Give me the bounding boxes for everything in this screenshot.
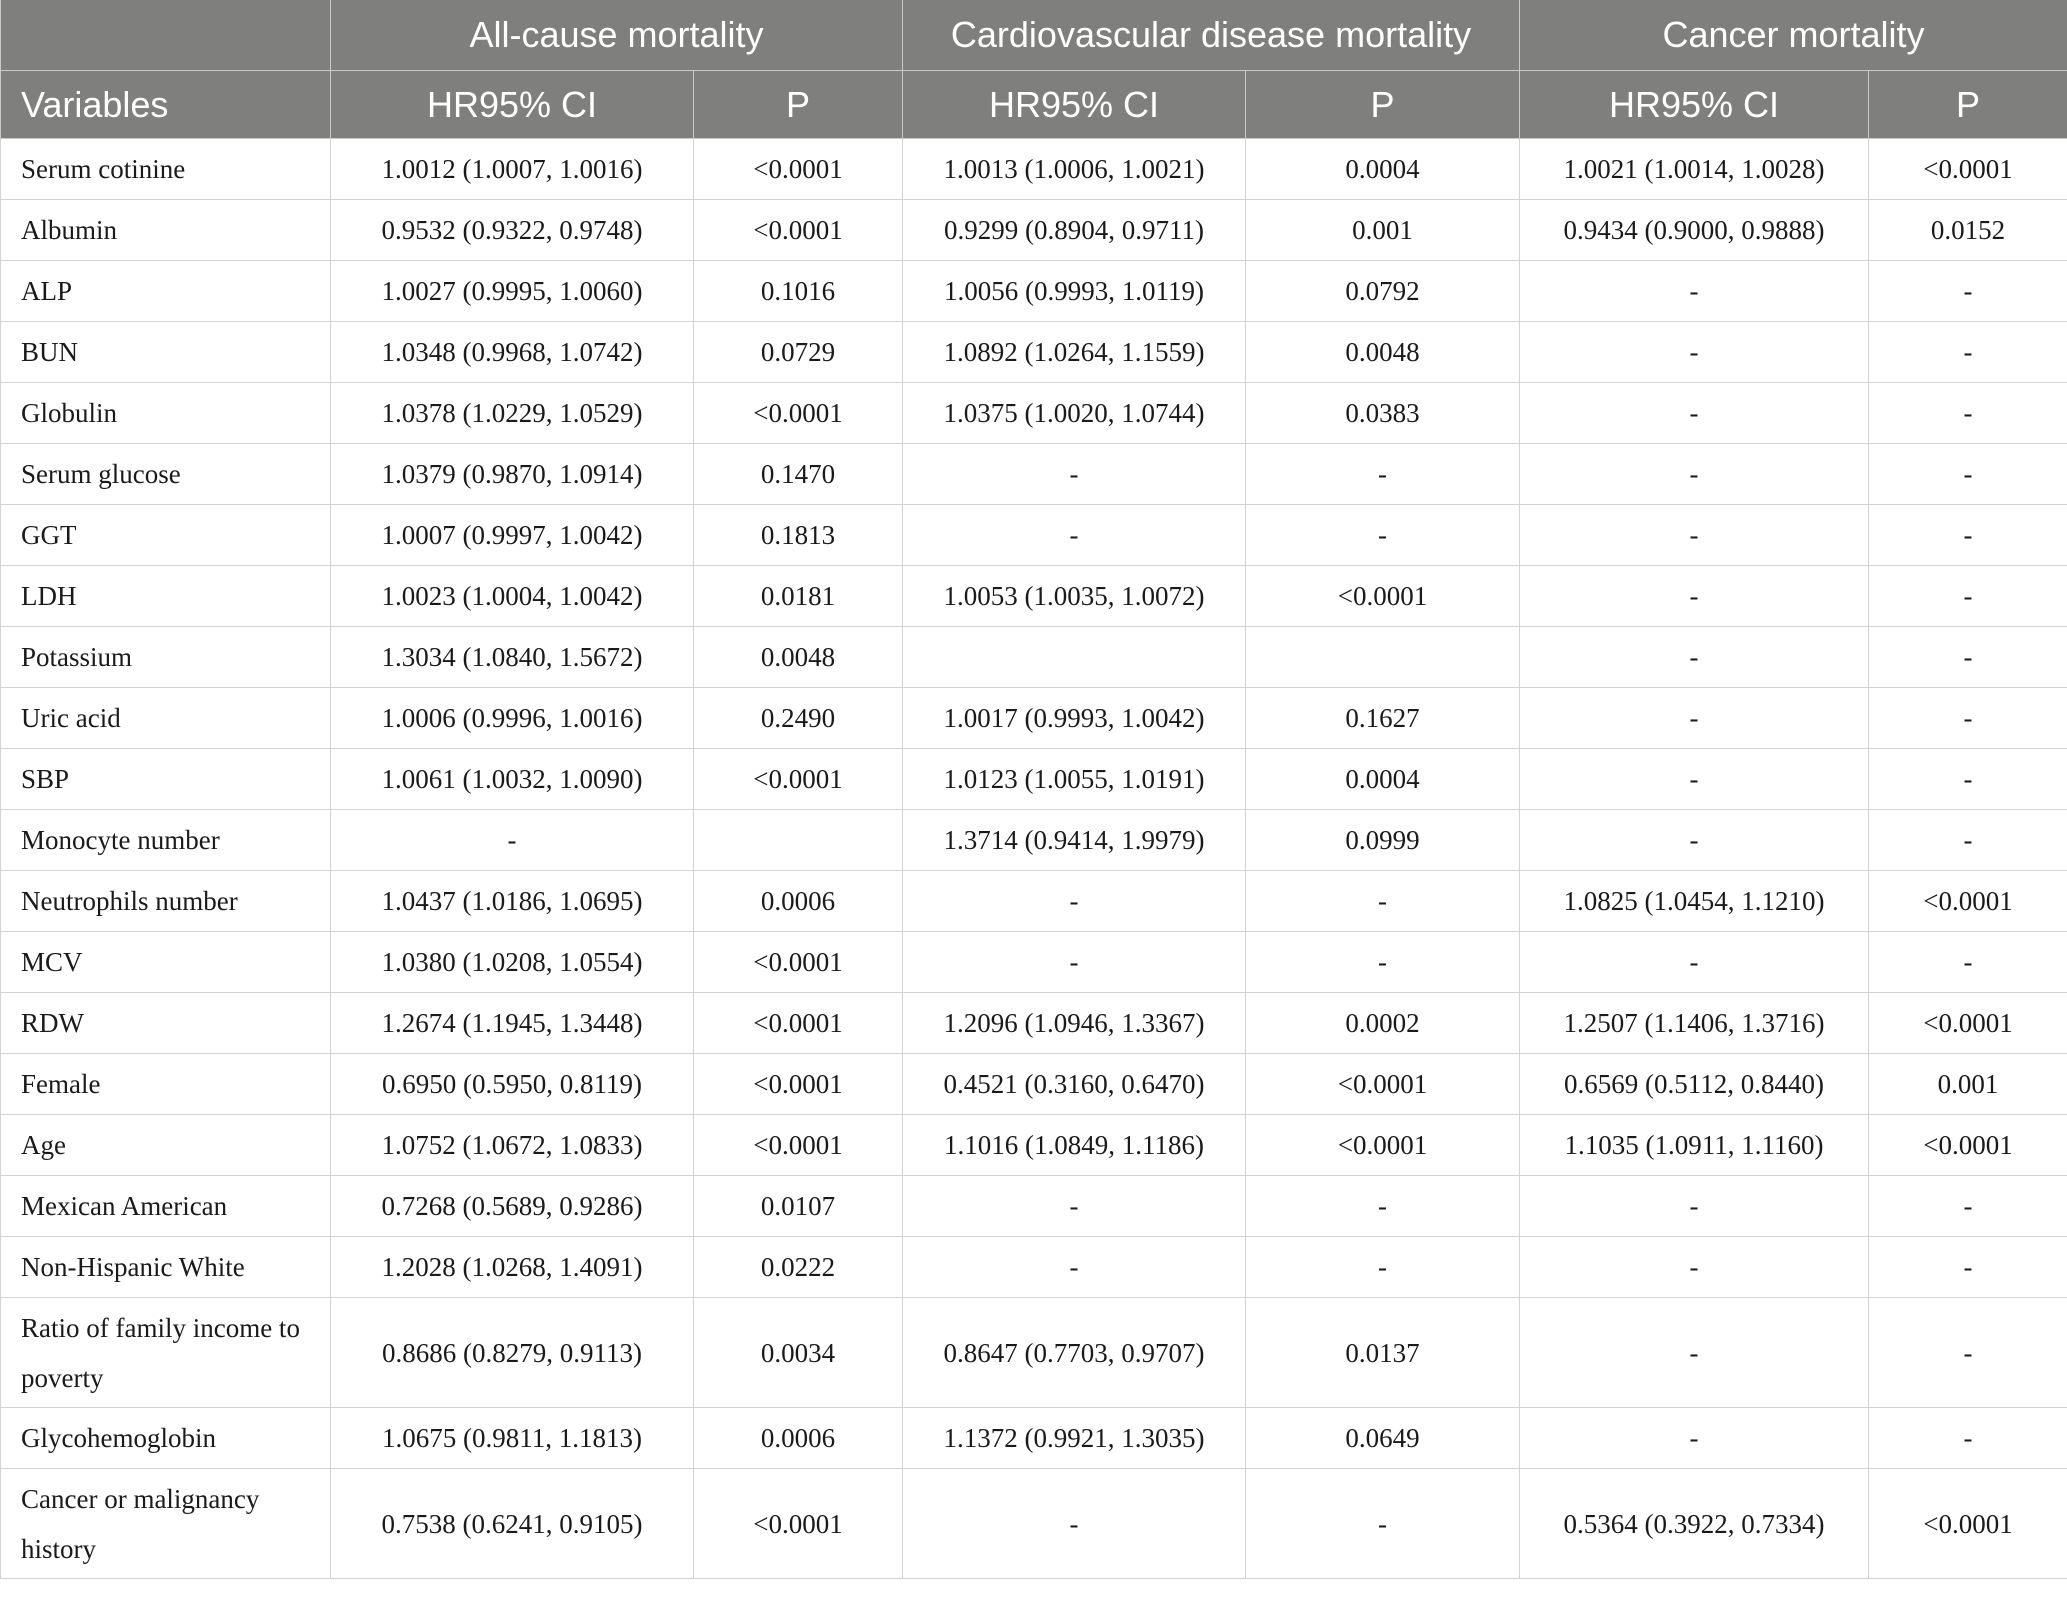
all-cause-hr-cell: 1.0379 (0.9870, 1.0914) — [331, 444, 694, 505]
cvd-p-cell: 0.0649 — [1246, 1408, 1520, 1469]
cancer-p-cell: - — [1869, 566, 2067, 627]
table-body — [1, 139, 2067, 1579]
table-row — [1, 932, 2067, 993]
all-cause-p-cell: 0.1016 — [694, 261, 903, 322]
variable-name-cell: Potassium — [1, 627, 331, 688]
cvd-hr-cell: 1.0375 (1.0020, 1.0744) — [903, 383, 1246, 444]
cvd-p-cell: - — [1246, 1469, 1520, 1579]
variable-name-cell: Serum glucose — [1, 444, 331, 505]
cvd-hr-cell: 1.0013 (1.0006, 1.0021) — [903, 139, 1246, 200]
table-row — [1, 383, 2067, 444]
table-row — [1, 993, 2067, 1054]
cvd-hr-cell: 1.0123 (1.0055, 1.0191) — [903, 749, 1246, 810]
all-cause-p-cell: 0.1813 — [694, 505, 903, 566]
all-cause-p-cell: <0.0001 — [694, 139, 903, 200]
cvd-p-cell: <0.0001 — [1246, 1054, 1520, 1115]
table-row — [1, 871, 2067, 932]
cvd-hr-cell: - — [903, 1469, 1246, 1579]
all-cause-p-cell: 0.0222 — [694, 1237, 903, 1298]
variable-name-cell: ALP — [1, 261, 331, 322]
all-cause-p-cell: 0.1470 — [694, 444, 903, 505]
cancer-hr-cell: - — [1520, 1176, 1869, 1237]
cancer-hr-cell: 1.1035 (1.0911, 1.1160) — [1520, 1115, 1869, 1176]
cancer-p-cell: <0.0001 — [1869, 1115, 2067, 1176]
variable-name-cell: GGT — [1, 505, 331, 566]
cancer-p-cell: - — [1869, 383, 2067, 444]
cvd-hr-cell: 1.2096 (1.0946, 1.3367) — [903, 993, 1246, 1054]
cancer-p-cell: - — [1869, 810, 2067, 871]
cancer-hr-cell: - — [1520, 261, 1869, 322]
variable-name-cell: SBP — [1, 749, 331, 810]
cancer-hr-cell: - — [1520, 1408, 1869, 1469]
table-row — [1, 627, 2067, 688]
all-cause-hr-cell: 0.7268 (0.5689, 0.9286) — [331, 1176, 694, 1237]
table-row — [1, 688, 2067, 749]
all-cause-hr-cell: 1.0675 (0.9811, 1.1813) — [331, 1408, 694, 1469]
all-cause-p-cell: 0.0181 — [694, 566, 903, 627]
cvd-hr-cell — [903, 627, 1246, 688]
cancer-p-cell: - — [1869, 1298, 2067, 1408]
header-group-row — [1, 0, 2067, 71]
table-row — [1, 1469, 2067, 1579]
all-cause-hr-cell: 1.3034 (1.0840, 1.5672) — [331, 627, 694, 688]
cvd-hr-cell: - — [903, 1237, 1246, 1298]
cancer-p-cell: 0.001 — [1869, 1054, 2067, 1115]
cancer-hr-cell: - — [1520, 505, 1869, 566]
cvd-p-cell: 0.0999 — [1246, 810, 1520, 871]
all-cause-p-cell: 0.0034 — [694, 1298, 903, 1408]
cancer-hr-cell: 0.6569 (0.5112, 0.8440) — [1520, 1054, 1869, 1115]
cvd-p-cell: 0.0383 — [1246, 383, 1520, 444]
cvd-p-cell: 0.001 — [1246, 200, 1520, 261]
header-group-all-cause: All-cause mortality — [331, 0, 903, 71]
header-hr-ci: HR95% CI — [331, 71, 694, 139]
cancer-p-cell: <0.0001 — [1869, 871, 2067, 932]
all-cause-hr-cell: 1.0061 (1.0032, 1.0090) — [331, 749, 694, 810]
cancer-hr-cell: - — [1520, 627, 1869, 688]
all-cause-p-cell: 0.0107 — [694, 1176, 903, 1237]
table-row — [1, 322, 2067, 383]
header-hr-ci: HR95% CI — [1520, 71, 1869, 139]
table-row — [1, 505, 2067, 566]
cvd-p-cell — [1246, 627, 1520, 688]
cancer-p-cell: 0.0152 — [1869, 200, 2067, 261]
cancer-p-cell: - — [1869, 444, 2067, 505]
cancer-p-cell: - — [1869, 932, 2067, 993]
header-p: P — [694, 71, 903, 139]
cancer-hr-cell: - — [1520, 932, 1869, 993]
variable-name-cell: Cancer or malignancy history — [1, 1469, 331, 1579]
cancer-hr-cell: - — [1520, 383, 1869, 444]
cvd-hr-cell: 0.4521 (0.3160, 0.6470) — [903, 1054, 1246, 1115]
cancer-hr-cell: - — [1520, 1298, 1869, 1408]
cancer-hr-cell: - — [1520, 566, 1869, 627]
cancer-hr-cell: 1.2507 (1.1406, 1.3716) — [1520, 993, 1869, 1054]
header-p: P — [1869, 71, 2067, 139]
all-cause-p-cell: 0.0048 — [694, 627, 903, 688]
cvd-p-cell: - — [1246, 871, 1520, 932]
all-cause-hr-cell: 1.0006 (0.9996, 1.0016) — [331, 688, 694, 749]
cancer-p-cell: - — [1869, 322, 2067, 383]
all-cause-hr-cell: 1.0380 (1.0208, 1.0554) — [331, 932, 694, 993]
cancer-hr-cell: - — [1520, 322, 1869, 383]
header-group-cardiovascular: Cardiovascular disease mortality — [903, 0, 1520, 71]
cancer-hr-cell: 1.0825 (1.0454, 1.1210) — [1520, 871, 1869, 932]
variable-name-cell: Mexican American — [1, 1176, 331, 1237]
variable-name-cell: Globulin — [1, 383, 331, 444]
all-cause-p-cell — [694, 810, 903, 871]
cancer-hr-cell: - — [1520, 749, 1869, 810]
cancer-p-cell: - — [1869, 688, 2067, 749]
all-cause-hr-cell: - — [331, 810, 694, 871]
cvd-p-cell: 0.0002 — [1246, 993, 1520, 1054]
all-cause-hr-cell: 0.8686 (0.8279, 0.9113) — [331, 1298, 694, 1408]
header-blank-cell — [1, 0, 331, 71]
cvd-hr-cell: 1.0056 (0.9993, 1.0119) — [903, 261, 1246, 322]
all-cause-p-cell: <0.0001 — [694, 993, 903, 1054]
table-row — [1, 749, 2067, 810]
all-cause-p-cell: <0.0001 — [694, 932, 903, 993]
variable-name-cell: Non-Hispanic White — [1, 1237, 331, 1298]
cancer-p-cell: - — [1869, 1176, 2067, 1237]
cancer-p-cell: - — [1869, 627, 2067, 688]
all-cause-p-cell: 0.0729 — [694, 322, 903, 383]
cvd-hr-cell: - — [903, 444, 1246, 505]
variable-name-cell: Albumin — [1, 200, 331, 261]
all-cause-p-cell: 0.2490 — [694, 688, 903, 749]
cvd-p-cell: - — [1246, 1237, 1520, 1298]
all-cause-p-cell: <0.0001 — [694, 1054, 903, 1115]
cancer-hr-cell: - — [1520, 810, 1869, 871]
cancer-hr-cell: 0.5364 (0.3922, 0.7334) — [1520, 1469, 1869, 1579]
variable-name-cell: Female — [1, 1054, 331, 1115]
table-row — [1, 810, 2067, 871]
header-group-cancer: Cancer mortality — [1520, 0, 2067, 71]
table-row — [1, 1054, 2067, 1115]
all-cause-hr-cell: 0.7538 (0.6241, 0.9105) — [331, 1469, 694, 1579]
all-cause-hr-cell: 0.9532 (0.9322, 0.9748) — [331, 200, 694, 261]
table-row — [1, 1176, 2067, 1237]
cancer-hr-cell: - — [1520, 444, 1869, 505]
table-row — [1, 261, 2067, 322]
cvd-p-cell: 0.0792 — [1246, 261, 1520, 322]
cancer-p-cell: <0.0001 — [1869, 1469, 2067, 1579]
cancer-p-cell: - — [1869, 1408, 2067, 1469]
cvd-p-cell: - — [1246, 1176, 1520, 1237]
cancer-p-cell: <0.0001 — [1869, 993, 2067, 1054]
cancer-p-cell: - — [1869, 1237, 2067, 1298]
cancer-p-cell: - — [1869, 749, 2067, 810]
cvd-p-cell: 0.0004 — [1246, 749, 1520, 810]
all-cause-hr-cell: 0.6950 (0.5950, 0.8119) — [331, 1054, 694, 1115]
cancer-p-cell: <0.0001 — [1869, 139, 2067, 200]
cvd-p-cell: <0.0001 — [1246, 566, 1520, 627]
all-cause-hr-cell: 1.0007 (0.9997, 1.0042) — [331, 505, 694, 566]
cvd-hr-cell: - — [903, 1176, 1246, 1237]
cvd-hr-cell: 1.1016 (1.0849, 1.1186) — [903, 1115, 1246, 1176]
table-row — [1, 1408, 2067, 1469]
cancer-p-cell: - — [1869, 261, 2067, 322]
cvd-hr-cell: 1.0053 (1.0035, 1.0072) — [903, 566, 1246, 627]
cvd-hr-cell: 1.0892 (1.0264, 1.1559) — [903, 322, 1246, 383]
cancer-hr-cell: 0.9434 (0.9000, 0.9888) — [1520, 200, 1869, 261]
cvd-p-cell: - — [1246, 505, 1520, 566]
cancer-hr-cell: 1.0021 (1.0014, 1.0028) — [1520, 139, 1869, 200]
cvd-p-cell: 0.0137 — [1246, 1298, 1520, 1408]
all-cause-hr-cell: 1.0348 (0.9968, 1.0742) — [331, 322, 694, 383]
variable-name-cell: Uric acid — [1, 688, 331, 749]
table-row — [1, 1115, 2067, 1176]
variable-name-cell: Neutrophils number — [1, 871, 331, 932]
header-hr-ci: HR95% CI — [903, 71, 1246, 139]
variable-name-cell: Ratio of family income to poverty — [1, 1298, 331, 1408]
cvd-hr-cell: 1.0017 (0.9993, 1.0042) — [903, 688, 1246, 749]
all-cause-p-cell: <0.0001 — [694, 749, 903, 810]
cancer-hr-cell: - — [1520, 688, 1869, 749]
variable-name-cell: Glycohemoglobin — [1, 1408, 331, 1469]
all-cause-hr-cell: 1.0437 (1.0186, 1.0695) — [331, 871, 694, 932]
all-cause-p-cell: <0.0001 — [694, 383, 903, 444]
variable-name-cell: Age — [1, 1115, 331, 1176]
cvd-hr-cell: - — [903, 505, 1246, 566]
all-cause-p-cell: <0.0001 — [694, 1115, 903, 1176]
cvd-hr-cell: 1.3714 (0.9414, 1.9979) — [903, 810, 1246, 871]
variable-name-cell: Serum cotinine — [1, 139, 331, 200]
table-row — [1, 566, 2067, 627]
table-row — [1, 1237, 2067, 1298]
all-cause-hr-cell: 1.2674 (1.1945, 1.3448) — [331, 993, 694, 1054]
cvd-hr-cell: 0.9299 (0.8904, 0.9711) — [903, 200, 1246, 261]
cvd-p-cell: 0.1627 — [1246, 688, 1520, 749]
all-cause-hr-cell: 1.0023 (1.0004, 1.0042) — [331, 566, 694, 627]
all-cause-p-cell: 0.0006 — [694, 871, 903, 932]
table-header — [1, 0, 2067, 139]
all-cause-hr-cell: 1.0378 (1.0229, 1.0529) — [331, 383, 694, 444]
table-row — [1, 1298, 2067, 1408]
cvd-hr-cell: 0.8647 (0.7703, 0.9707) — [903, 1298, 1246, 1408]
all-cause-hr-cell: 1.2028 (1.0268, 1.4091) — [331, 1237, 694, 1298]
cancer-p-cell: - — [1869, 505, 2067, 566]
cvd-hr-cell: - — [903, 932, 1246, 993]
all-cause-p-cell: 0.0006 — [694, 1408, 903, 1469]
variable-name-cell: Monocyte number — [1, 810, 331, 871]
variable-name-cell: MCV — [1, 932, 331, 993]
cvd-p-cell: - — [1246, 932, 1520, 993]
all-cause-hr-cell: 1.0027 (0.9995, 1.0060) — [331, 261, 694, 322]
cvd-hr-cell: 1.1372 (0.9921, 1.3035) — [903, 1408, 1246, 1469]
all-cause-hr-cell: 1.0752 (1.0672, 1.0833) — [331, 1115, 694, 1176]
variable-name-cell: BUN — [1, 322, 331, 383]
header-variables: Variables — [1, 71, 331, 139]
cvd-p-cell: 0.0048 — [1246, 322, 1520, 383]
table-row — [1, 200, 2067, 261]
variable-name-cell: RDW — [1, 993, 331, 1054]
all-cause-p-cell: <0.0001 — [694, 200, 903, 261]
table-row — [1, 444, 2067, 505]
cvd-p-cell: - — [1246, 444, 1520, 505]
variable-name-cell: LDH — [1, 566, 331, 627]
cvd-p-cell: 0.0004 — [1246, 139, 1520, 200]
cvd-hr-cell: - — [903, 871, 1246, 932]
cancer-hr-cell: - — [1520, 1237, 1869, 1298]
all-cause-hr-cell: 1.0012 (1.0007, 1.0016) — [331, 139, 694, 200]
all-cause-p-cell: <0.0001 — [694, 1469, 903, 1579]
header-sub-row — [1, 71, 2067, 139]
cvd-p-cell: <0.0001 — [1246, 1115, 1520, 1176]
header-p: P — [1246, 71, 1520, 139]
table-row — [1, 139, 2067, 200]
